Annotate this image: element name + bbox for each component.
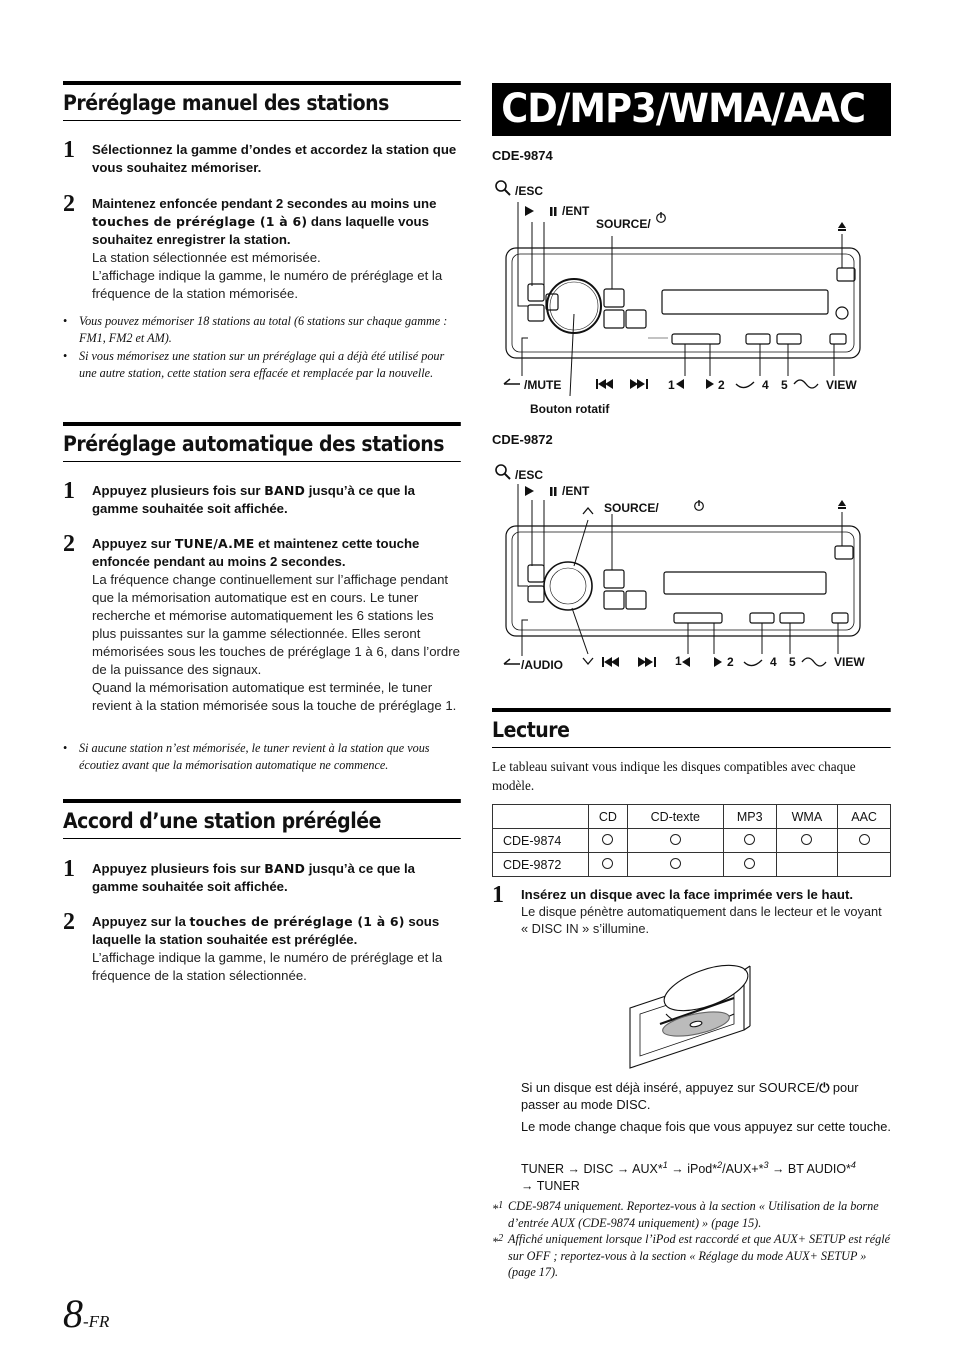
step-text: Appuyez sur bbox=[92, 536, 175, 551]
chapter-banner bbox=[492, 83, 891, 136]
band-key: BAND bbox=[264, 861, 306, 876]
step-1 bbox=[492, 882, 891, 937]
supported-circle-icon bbox=[744, 858, 755, 869]
source-key: SOURCE/ bbox=[758, 1080, 820, 1095]
step-number: 2 bbox=[63, 909, 75, 935]
table-header-cell bbox=[493, 805, 589, 829]
right-arrow-icon bbox=[706, 379, 714, 389]
source-sequence: TUNER → DISC → AUX*$^1$ → iPod*$^2$/AUX+*$^3$ → BT AUDIO*$^4$ → TUNER bbox=[521, 1160, 856, 1194]
tune-ame-key: TUNE/A.ME bbox=[174, 536, 255, 551]
table-cell bbox=[589, 829, 628, 853]
shuffle-icon bbox=[802, 658, 826, 666]
step-text: Sélectionnez la gamme d’ondes et accordez la station que vous souhaitez mémoriser. bbox=[92, 142, 457, 175]
para-text: pour passer au mode DISC. bbox=[521, 1080, 859, 1112]
step-number: 1 bbox=[63, 137, 75, 163]
label-ent: /ENT bbox=[562, 484, 590, 498]
table-header-cell: CD-texte bbox=[627, 805, 723, 829]
note-text: Si aucune station n’est mémorisée, le tuner revient à la station que vous écoutiez avant que la mémorisation automatique ne commence. bbox=[79, 741, 430, 772]
label-esc: /ESC bbox=[515, 468, 544, 482]
supported-circle-icon bbox=[602, 858, 613, 869]
step-number: 2 bbox=[63, 531, 75, 557]
model-label: CDE-9872 bbox=[492, 432, 553, 447]
step-body bbox=[92, 913, 461, 985]
step-detail: La station sélectionnée est mémorisée. bbox=[92, 250, 321, 265]
table-header-cell: AAC bbox=[838, 805, 891, 829]
step-text: jusqu’à ce que la gamme souhaitée soit affichée. bbox=[92, 861, 415, 894]
band-key: BAND bbox=[264, 483, 306, 498]
mode-change-para: Le mode change chaque fois que vous appuyez sur cette touche. bbox=[521, 1119, 891, 1134]
step-2 bbox=[63, 909, 461, 985]
note-text: Vous pouvez mémoriser 18 stations au total (6 stations sur chaque gamme : FM1, FM2 et AM). bbox=[79, 314, 448, 345]
section-tune-preset bbox=[63, 799, 461, 839]
magnifier-icon bbox=[496, 181, 510, 195]
diagram-cde9872 bbox=[492, 462, 891, 677]
skip-back-icon bbox=[602, 657, 619, 667]
seq-item: /AUX+* bbox=[722, 1162, 764, 1177]
footnote-sup: 2 bbox=[498, 1233, 504, 1244]
label-view: VIEW bbox=[834, 655, 865, 669]
page-number-digit: 8 bbox=[63, 1291, 83, 1336]
power-icon bbox=[695, 500, 704, 510]
table-row bbox=[493, 829, 891, 853]
seq-sup: 1 bbox=[662, 1160, 668, 1170]
step-1 bbox=[63, 137, 461, 177]
head-unit-illustration bbox=[492, 462, 891, 677]
chapter-title: CD/MP3/WMA/AAC bbox=[501, 86, 866, 132]
section-title: Préréglage automatique des stations bbox=[63, 422, 461, 462]
step-text: sous laquelle la station souhaitée est préréglée. bbox=[92, 914, 440, 947]
label-source: SOURCE/ bbox=[604, 501, 659, 515]
step-text: Appuyez plusieurs fois sur bbox=[92, 483, 265, 498]
supported-circle-icon bbox=[744, 834, 755, 845]
step-body bbox=[92, 860, 461, 896]
step-text: Appuyez plusieurs fois sur bbox=[92, 861, 265, 876]
preset-buttons-key: touches de préréglage (1 à 6) bbox=[189, 914, 405, 929]
section-title: Préréglage manuel des stations bbox=[63, 81, 461, 121]
step-number: 1 bbox=[63, 478, 75, 504]
seq-sup: 4 bbox=[850, 1160, 856, 1170]
table-cell bbox=[627, 853, 723, 877]
table-row-model: CDE-9872 bbox=[493, 853, 589, 877]
step-body bbox=[92, 195, 461, 303]
step-1 bbox=[63, 856, 461, 896]
step-detail: Le disque pénètre automatiquement dans le lecteur et le voyant « DISC IN » s’illumine. bbox=[521, 904, 882, 936]
page-number-suffix: -FR bbox=[83, 1312, 110, 1331]
table-cell bbox=[838, 829, 891, 853]
step-number: 1 bbox=[492, 882, 504, 908]
label-ent: /ENT bbox=[562, 204, 590, 218]
section-title: Accord d’une station préréglée bbox=[63, 799, 461, 839]
skip-back-icon bbox=[596, 379, 613, 389]
step-body bbox=[521, 886, 891, 937]
power-icon: ⏻ bbox=[819, 1080, 830, 1095]
table-header-cell: MP3 bbox=[723, 805, 776, 829]
label-source: SOURCE/ bbox=[596, 217, 651, 231]
left-arrow-icon bbox=[682, 657, 690, 667]
table-cell bbox=[589, 853, 628, 877]
label-preset-1: 1 bbox=[668, 378, 675, 392]
step-body bbox=[92, 535, 461, 715]
step-2 bbox=[63, 191, 461, 303]
table-cell bbox=[838, 853, 891, 877]
label-rotary: Bouton rotatif bbox=[530, 402, 610, 416]
skip-forward-icon bbox=[638, 657, 656, 667]
label-esc: /ESC bbox=[515, 184, 544, 198]
return-icon bbox=[504, 379, 520, 384]
notes bbox=[63, 313, 461, 383]
footnote-item bbox=[492, 1198, 891, 1231]
notes bbox=[63, 740, 461, 775]
step-detail: L’affichage indique la gamme, le numéro de préréglage et la fréquence de la station mémorisée. bbox=[92, 268, 443, 301]
step-detail: L’affichage indique la gamme, le numéro de préréglage et la fréquence de la station sélectionnée. bbox=[92, 950, 443, 983]
note-item: • Vous pouvez mémoriser 18 stations au total (6 stations sur chaque gamme : FM1, FM2 et AM). bbox=[63, 314, 448, 345]
chevron-up-icon bbox=[583, 508, 593, 514]
table-cell bbox=[723, 829, 776, 853]
seq-item: AUX* bbox=[632, 1162, 663, 1177]
diagram-cde9874 bbox=[492, 178, 891, 418]
footnotes bbox=[492, 1198, 891, 1281]
label-preset-1: 1 bbox=[675, 654, 682, 668]
magnifier-icon bbox=[496, 465, 510, 479]
pause-icon bbox=[550, 207, 553, 216]
table-header-cell: WMA bbox=[776, 805, 838, 829]
eject-icon bbox=[838, 222, 846, 231]
seq-item: iPod* bbox=[687, 1162, 718, 1177]
table-cell bbox=[627, 829, 723, 853]
footnote-text: CDE-9874 uniquement. Reportez-vous à la section « Utilisation de la borne d’entrée AUX (CDE-9874 uniquement) » (page 15). bbox=[508, 1199, 879, 1230]
left-arrow-icon bbox=[676, 379, 684, 389]
section-manual-preset bbox=[63, 81, 461, 121]
compatibility-table bbox=[492, 804, 891, 877]
step-number: 1 bbox=[63, 856, 75, 882]
return-icon bbox=[504, 659, 520, 664]
section-lecture bbox=[492, 708, 891, 748]
repeat-icon bbox=[744, 660, 762, 666]
right-arrow-icon bbox=[714, 657, 722, 667]
label-preset-5: 5 bbox=[789, 655, 796, 669]
preset-buttons-key: touches de préréglage (1 à 6) bbox=[92, 214, 308, 229]
step-2 bbox=[63, 531, 461, 715]
label-audio: /AUDIO bbox=[521, 658, 563, 672]
chevron-down-icon bbox=[583, 658, 593, 664]
table-cell bbox=[723, 853, 776, 877]
note-item: • Si vous mémorisez une station sur un préréglage qui a déjà été utilisé pour une autre station, cette station sera effacée et remplacée par la nouvelle. bbox=[63, 349, 445, 380]
footnote-text: Affiché uniquement lorsque l’iPod est raccordé et que AUX+ SETUP est réglé sur OFF ; reportez-vous à la section « Réglage du mode AUX+ SETUP » (page 17). bbox=[508, 1232, 891, 1279]
model-label: CDE-9874 bbox=[492, 148, 553, 163]
table-cell bbox=[776, 829, 838, 853]
repeat-icon bbox=[736, 382, 754, 388]
step-text: dans laquelle vous souhaitez enregistrer la station. bbox=[92, 214, 429, 247]
pause-icon bbox=[550, 487, 553, 496]
table-header-cell: CD bbox=[589, 805, 628, 829]
table-header-row bbox=[493, 805, 891, 829]
seq-item: TUNER bbox=[521, 1162, 565, 1177]
step-text: Appuyez sur la bbox=[92, 914, 190, 929]
step-text: Insérez un disque avec la face imprimée vers le haut. bbox=[521, 887, 854, 902]
play-icon bbox=[525, 486, 534, 496]
table-row bbox=[493, 853, 891, 877]
label-preset-4: 4 bbox=[762, 378, 769, 392]
note-item: • Si aucune station n’est mémorisée, le tuner revient à la station que vous écoutiez avant que la mémorisation automatique ne commence. bbox=[63, 741, 430, 772]
table-row-model: CDE-9874 bbox=[493, 829, 589, 853]
para-text: Si un disque est déjà inséré, appuyez sur bbox=[521, 1080, 759, 1095]
skip-forward-icon bbox=[630, 379, 648, 389]
play-icon bbox=[525, 206, 534, 216]
footnote-mark: * bbox=[492, 1202, 499, 1217]
supported-circle-icon bbox=[670, 834, 681, 845]
supported-circle-icon bbox=[602, 834, 613, 845]
label-preset-2: 2 bbox=[718, 378, 725, 392]
shuffle-icon bbox=[794, 380, 818, 388]
label-mute: /MUTE bbox=[524, 378, 562, 392]
section-title: Lecture bbox=[492, 708, 891, 748]
step-1 bbox=[63, 478, 461, 518]
step-text: et maintenez cette touche enfoncée pendant au moins 2 secondes. bbox=[92, 536, 420, 569]
step-text: jusqu’à ce que la gamme souhaitée soit affichée. bbox=[92, 483, 415, 516]
page-number bbox=[63, 1290, 109, 1337]
disc-insert-illustration bbox=[626, 950, 754, 1070]
label-preset-4: 4 bbox=[770, 655, 777, 669]
seq-item: TUNER bbox=[536, 1179, 580, 1194]
step-body bbox=[92, 482, 461, 518]
seq-sup: 2 bbox=[717, 1160, 723, 1170]
step-number: 2 bbox=[63, 191, 75, 217]
seq-item: BT AUDIO* bbox=[787, 1162, 851, 1177]
seq-sup: 3 bbox=[763, 1160, 769, 1170]
footnote-item bbox=[492, 1231, 891, 1281]
supported-circle-icon bbox=[670, 858, 681, 869]
step-detail: Quand la mémorisation automatique est terminée, le tuner revient à la station mémorisée sous la touche de préréglage 1. bbox=[92, 680, 457, 713]
supported-circle-icon bbox=[801, 834, 812, 845]
label-view: VIEW bbox=[826, 378, 857, 392]
step-text: Maintenez enfoncée pendant 2 secondes au moins une bbox=[92, 196, 437, 211]
label-preset-5: 5 bbox=[781, 378, 788, 392]
table-cell bbox=[776, 853, 838, 877]
label-preset-2: 2 bbox=[727, 655, 734, 669]
supported-circle-icon bbox=[859, 834, 870, 845]
note-text: Si vous mémorisez une station sur un préréglage qui a déjà été utilisé pour une autre station, cette station sera effacée et remplacée par la nouvelle. bbox=[79, 349, 445, 380]
footnote-sup: 1 bbox=[498, 1200, 504, 1211]
lecture-intro: Le tableau suivant vous indique les disques compatibles avec chaque modèle. bbox=[492, 759, 856, 793]
footnote-mark: * bbox=[492, 1235, 499, 1250]
disc-mode-para bbox=[521, 1079, 891, 1113]
section-auto-preset bbox=[63, 422, 461, 462]
power-icon bbox=[657, 212, 666, 222]
eject-icon bbox=[838, 500, 846, 509]
step-detail: La fréquence change continuellement sur l’affichage pendant que la mémorisation automatique est en cours. Le tuner recherche et mémorise automatiquement les 6 stations les plus puissantes sur la gamme sélectionnée. Elles seront mémorisées sous les touches de préréglage 1 à 6, dans l’ordre de la puissance des signaux. bbox=[92, 572, 460, 677]
seq-item: DISC bbox=[583, 1162, 614, 1177]
